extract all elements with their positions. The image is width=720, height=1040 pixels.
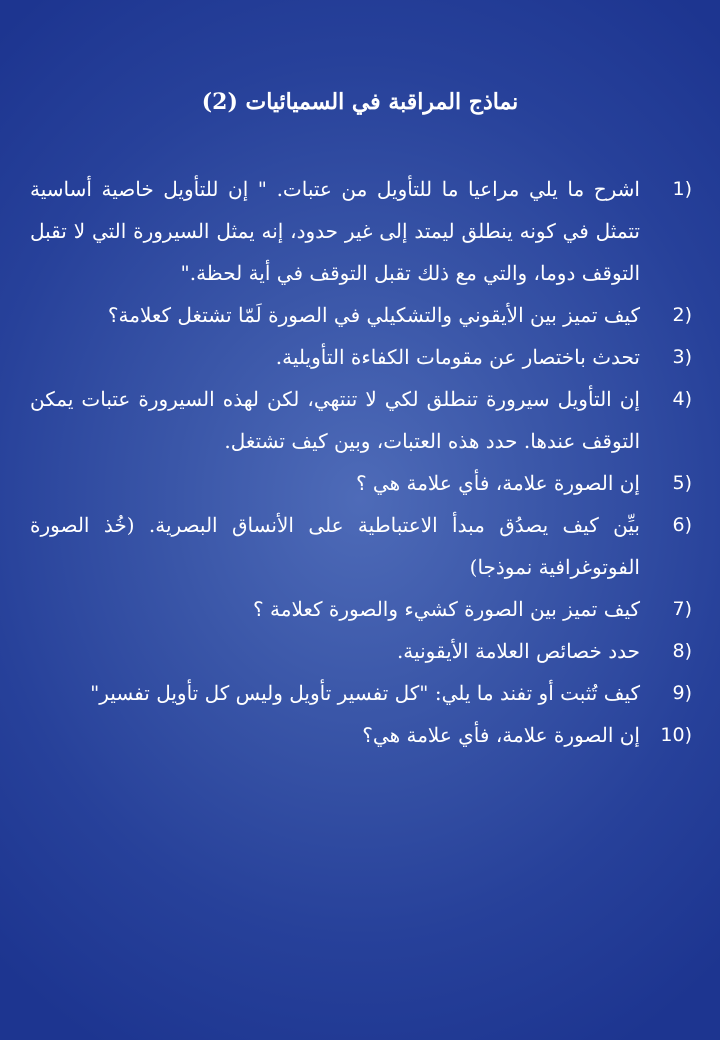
question-text: حدد خصائص العلامة الأيقونية. bbox=[396, 639, 640, 663]
question-text: كيف تُثبت أو تفند ما يلي: "كل تفسير تأويل وليس كل تأويل تفسير" bbox=[90, 681, 640, 705]
question-item bbox=[30, 294, 692, 336]
question-number: 9) bbox=[672, 682, 692, 704]
question-item bbox=[30, 336, 692, 378]
question-item bbox=[30, 168, 692, 294]
question-number: 4) bbox=[672, 388, 692, 410]
question-text: إن التأويل سيرورة تنطلق لكي لا تنتهي، لكن لهذه السيرورة عتبات يمكن التوقف عندها. حدد هذه العتبات، وبين كيف تشتغل. bbox=[30, 387, 640, 453]
question-item bbox=[30, 630, 692, 672]
question-number: 5) bbox=[672, 472, 692, 494]
question-text: إن الصورة علامة، فأي علامة هي؟ bbox=[362, 723, 640, 747]
question-item bbox=[30, 378, 692, 462]
slide-title: نماذج المراقبة في السميائيات (2) bbox=[201, 89, 519, 115]
question-number: 1) bbox=[672, 178, 692, 200]
question-number: 7) bbox=[672, 598, 692, 620]
question-number: 8) bbox=[672, 640, 692, 662]
question-text: إن الصورة علامة، فأي علامة هي ؟ bbox=[355, 471, 640, 495]
question-text: اشرح ما يلي مراعيا ما للتأويل من عتبات. " إن للتأويل خاصية أساسية تتمثل في كونه ينطلق ليمتد إلى غير حدود، إنه يمثل السيرورة التي لا تقبل التوقف دوما، والتي مع ذلك تقبل التوقف في أية لحظة." bbox=[30, 177, 640, 285]
question-number: 3) bbox=[672, 346, 692, 368]
question-text: بيِّن كيف يصدُق مبدأ الاعتباطية على الأنساق البصرية. (خُذ الصورة الفوتوغرافية نموذجا) bbox=[30, 513, 640, 579]
question-text: كيف تميز بين الصورة كشيء والصورة كعلامة ؟ bbox=[253, 597, 640, 621]
question-item bbox=[30, 504, 692, 588]
question-text: تحدث باختصار عن مقومات الكفاءة التأويلية. bbox=[275, 345, 640, 369]
question-item bbox=[30, 588, 692, 630]
question-item bbox=[30, 672, 692, 714]
question-number: 10) bbox=[660, 724, 692, 746]
question-text: كيف تميز بين الأيقوني والتشكيلي في الصورة لَمّا تشتغل كعلامة؟ bbox=[107, 303, 640, 327]
question-number: 2) bbox=[672, 304, 692, 326]
questions-list bbox=[30, 168, 692, 756]
question-number: 6) bbox=[672, 514, 692, 536]
question-item bbox=[30, 714, 692, 756]
question-item bbox=[30, 462, 692, 504]
